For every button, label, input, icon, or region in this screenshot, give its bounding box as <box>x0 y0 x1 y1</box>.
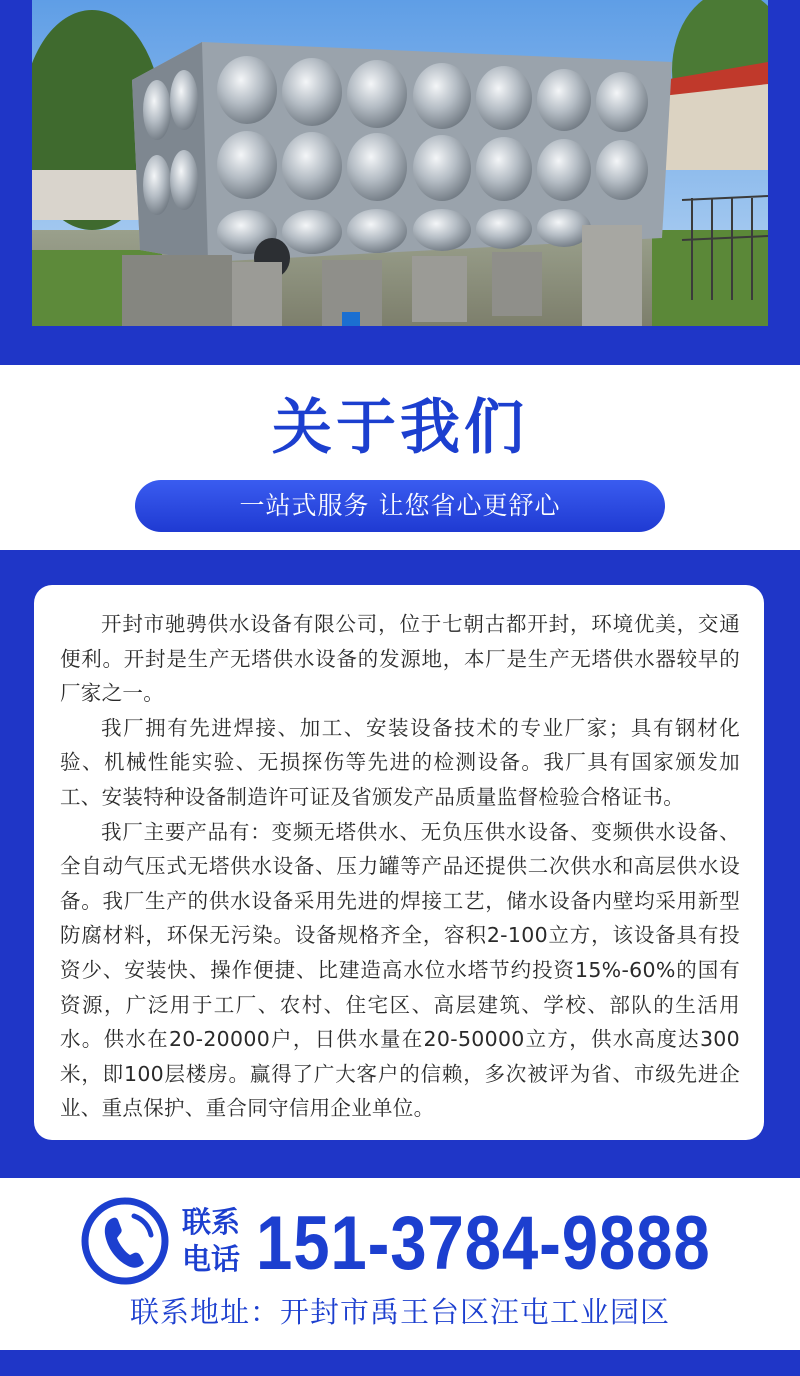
contact-address: 联系地址：开封市禹王台区汪屯工业园区 <box>129 1295 670 1329</box>
contact-label-line2: 电话 <box>182 1242 241 1276</box>
water-tank-photo <box>32 0 768 326</box>
contact-phone-label <box>182 1204 252 1278</box>
phone-handset-icon <box>80 1196 170 1286</box>
slogan-banner: 一站式服务 让您省心更舒心 <box>135 480 665 532</box>
contact-label-line1: 联系 <box>182 1205 241 1239</box>
intro-paragraph: 我厂拥有先进焊接、加工、安装设备技术的专业厂家；具有钢材化验、机械性能实验、无损探伤等先进的检测设备。我厂具有国家颁发加工、安装特种设备制造许可证及省颁发产品质量监督检验合格证书。 <box>60 715 740 809</box>
phone-number[interactable]: 151-3784-9888 <box>256 1201 711 1286</box>
page-title: 关于我们 <box>272 393 528 463</box>
intro-paragraph: 开封市驰骋供水设备有限公司，位于七朝古都开封，环境优美，交通便利。开封是生产无塔供水设备的发源地，本厂是生产无塔供水器较早的厂家之一。 <box>60 612 740 706</box>
intro-paragraph: 我厂主要产品有：变频无塔供水、无负压供水设备、变频供水设备、全自动气压式无塔供水设备、压力罐等产品还提供二次供水和高层供水设备。我厂生产的供水设备采用先进的焊接工艺，储水设备内壁均采用新型防腐材料，环保无污染。设备规格齐全，容积2-100立方，该设备具有投资少、安装快、操作便捷、比建造高水位水塔节约投资15%-60%的国有资源，广泛用于工厂、农村、住宅区、高层建筑、学校、部队的生活用水。供水在20-20000户，日供水量在20-50000立方，供水高度达300米，即100层楼房。赢得了广大客户的信赖，多次被评为省、市级先进企业、重点保护、重合同守信用企业单位。 <box>60 819 740 1121</box>
bottom-bar <box>0 1350 800 1376</box>
intro-card <box>34 585 764 1140</box>
